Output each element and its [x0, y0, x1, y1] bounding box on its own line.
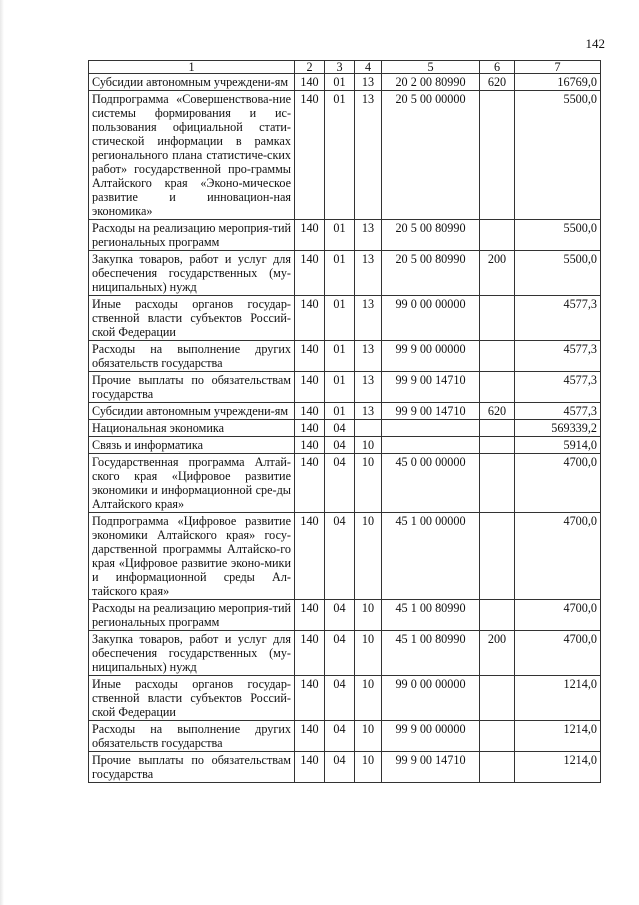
expense-type-cell [480, 721, 515, 752]
section-cell: 01 [325, 341, 355, 372]
expense-type-cell [480, 437, 515, 454]
table-row [89, 372, 601, 403]
admin-code-cell: 140 [295, 251, 325, 296]
subsection-cell: 13 [355, 74, 382, 91]
scan-edge-shadow [0, 0, 4, 905]
table-row [89, 631, 601, 676]
table-header-row [89, 61, 601, 74]
expense-type-cell: 200 [480, 631, 515, 676]
subsection-cell: 10 [355, 631, 382, 676]
row-name-cell: Прочие выплаты по обязательствам государства [89, 752, 295, 783]
target-item-cell [382, 420, 480, 437]
row-name-cell: Субсидии автономным учреждени-ям [89, 74, 295, 91]
section-cell: 04 [325, 437, 355, 454]
subsection-cell: 13 [355, 296, 382, 341]
target-item-cell: 45 0 00 00000 [382, 454, 480, 513]
expense-type-cell [480, 220, 515, 251]
target-item-cell [382, 437, 480, 454]
target-item-cell: 99 9 00 14710 [382, 372, 480, 403]
admin-code-cell: 140 [295, 74, 325, 91]
amount-cell: 4577,3 [515, 403, 601, 420]
target-item-cell: 20 5 00 80990 [382, 220, 480, 251]
admin-code-cell: 140 [295, 372, 325, 403]
expense-type-cell [480, 676, 515, 721]
table-row [89, 251, 601, 296]
admin-code-cell: 140 [295, 220, 325, 251]
budget-table [88, 60, 601, 783]
section-cell: 04 [325, 600, 355, 631]
row-name-cell: Расходы на реализацию мероприя-тий региональных программ [89, 220, 295, 251]
section-cell: 04 [325, 721, 355, 752]
row-name-cell: Прочие выплаты по обязательствам государства [89, 372, 295, 403]
target-item-cell: 99 0 00 00000 [382, 676, 480, 721]
row-name-cell: Подпрограмма «Цифровое развитие экономики Алтайского края» госу-дарственной программы Алтайско-го края «Цифровое развитие эконо-мики и информационной среды Ал-тайского края» [89, 513, 295, 600]
amount-cell: 1214,0 [515, 676, 601, 721]
table-row [89, 220, 601, 251]
subsection-cell: 13 [355, 91, 382, 220]
admin-code-cell: 140 [295, 676, 325, 721]
subsection-cell: 10 [355, 721, 382, 752]
admin-code-cell: 140 [295, 403, 325, 420]
admin-code-cell: 140 [295, 437, 325, 454]
row-name-cell: Подпрограмма «Совершенствова-ние системы формирования и ис-пользования официальной стати-стической информации в рамках регионального плана статистиче-ских работ» государственной про-граммы Алтайского края «Эконо-мическое развитие и инновацион-ная экономика» [89, 91, 295, 220]
row-name-cell: Субсидии автономным учреждени-ям [89, 403, 295, 420]
target-item-cell: 20 5 00 00000 [382, 91, 480, 220]
amount-cell: 4577,3 [515, 296, 601, 341]
expense-type-cell [480, 513, 515, 600]
amount-cell: 5500,0 [515, 220, 601, 251]
row-name-cell: Расходы на выполнение других обязательств государства [89, 341, 295, 372]
target-item-cell: 45 1 00 80990 [382, 600, 480, 631]
expense-type-cell [480, 296, 515, 341]
target-item-cell: 99 9 00 00000 [382, 721, 480, 752]
section-cell: 01 [325, 74, 355, 91]
expense-type-cell [480, 600, 515, 631]
admin-code-cell: 140 [295, 454, 325, 513]
section-cell: 04 [325, 676, 355, 721]
amount-cell: 569339,2 [515, 420, 601, 437]
section-cell: 01 [325, 220, 355, 251]
section-cell: 01 [325, 251, 355, 296]
expense-type-cell: 200 [480, 251, 515, 296]
section-cell: 04 [325, 454, 355, 513]
row-name-cell: Иные расходы органов государ-ственной власти субъектов Россий-ской Федерации [89, 296, 295, 341]
amount-cell: 5500,0 [515, 91, 601, 220]
amount-cell: 5500,0 [515, 251, 601, 296]
table-row [89, 403, 601, 420]
admin-code-cell: 140 [295, 631, 325, 676]
row-name-cell: Расходы на выполнение других обязательств государства [89, 721, 295, 752]
admin-code-cell: 140 [295, 420, 325, 437]
amount-cell: 4577,3 [515, 341, 601, 372]
row-name-cell: Закупка товаров, работ и услуг для обеспечения государственных (му-ниципальных) нужд [89, 631, 295, 676]
row-name-cell: Государственная программа Алтай-ского края «Цифровое развитие экономики и информационной сре-ды Алтайского края» [89, 454, 295, 513]
table-row [89, 454, 601, 513]
header-cell: 1 [89, 61, 295, 74]
target-item-cell: 45 1 00 00000 [382, 513, 480, 600]
expense-type-cell [480, 372, 515, 403]
amount-cell: 4577,3 [515, 372, 601, 403]
section-cell: 01 [325, 403, 355, 420]
target-item-cell: 99 9 00 14710 [382, 403, 480, 420]
expense-type-cell: 620 [480, 74, 515, 91]
expense-type-cell [480, 420, 515, 437]
budget-table-body [89, 61, 601, 783]
row-name-cell: Иные расходы органов государ-ственной власти субъектов Россий-ской Федерации [89, 676, 295, 721]
subsection-cell: 13 [355, 403, 382, 420]
row-name-cell: Расходы на реализацию мероприя-тий региональных программ [89, 600, 295, 631]
amount-cell: 1214,0 [515, 752, 601, 783]
amount-cell: 4700,0 [515, 631, 601, 676]
header-cell: 5 [382, 61, 480, 74]
amount-cell: 5914,0 [515, 437, 601, 454]
target-item-cell: 45 1 00 80990 [382, 631, 480, 676]
row-name-cell: Связь и информатика [89, 437, 295, 454]
subsection-cell: 10 [355, 437, 382, 454]
section-cell: 04 [325, 513, 355, 600]
subsection-cell: 13 [355, 220, 382, 251]
admin-code-cell: 140 [295, 513, 325, 600]
expense-type-cell [480, 91, 515, 220]
section-cell: 04 [325, 752, 355, 783]
amount-cell: 1214,0 [515, 721, 601, 752]
subsection-cell: 10 [355, 676, 382, 721]
table-row [89, 296, 601, 341]
expense-type-cell [480, 454, 515, 513]
table-row [89, 437, 601, 454]
expense-type-cell [480, 341, 515, 372]
row-name-cell: Закупка товаров, работ и услуг для обеспечения государственных (му-ниципальных) нужд [89, 251, 295, 296]
subsection-cell: 10 [355, 513, 382, 600]
table-row [89, 420, 601, 437]
header-cell: 2 [295, 61, 325, 74]
target-item-cell: 20 2 00 80990 [382, 74, 480, 91]
expense-type-cell: 620 [480, 403, 515, 420]
target-item-cell: 99 9 00 14710 [382, 752, 480, 783]
amount-cell: 4700,0 [515, 454, 601, 513]
table-row [89, 676, 601, 721]
admin-code-cell: 140 [295, 600, 325, 631]
header-cell: 3 [325, 61, 355, 74]
subsection-cell: 13 [355, 341, 382, 372]
section-cell: 04 [325, 420, 355, 437]
section-cell: 01 [325, 296, 355, 341]
target-item-cell: 20 5 00 80990 [382, 251, 480, 296]
section-cell: 04 [325, 631, 355, 676]
subsection-cell: 13 [355, 251, 382, 296]
section-cell: 01 [325, 372, 355, 403]
table-row [89, 600, 601, 631]
admin-code-cell: 140 [295, 752, 325, 783]
subsection-cell: 10 [355, 600, 382, 631]
header-cell: 6 [480, 61, 515, 74]
table-row [89, 752, 601, 783]
expense-type-cell [480, 752, 515, 783]
section-cell: 01 [325, 91, 355, 220]
subsection-cell [355, 420, 382, 437]
table-row [89, 721, 601, 752]
admin-code-cell: 140 [295, 341, 325, 372]
subsection-cell: 10 [355, 454, 382, 513]
subsection-cell: 10 [355, 752, 382, 783]
admin-code-cell: 140 [295, 296, 325, 341]
header-cell: 4 [355, 61, 382, 74]
row-name-cell: Национальная экономика [89, 420, 295, 437]
admin-code-cell: 140 [295, 91, 325, 220]
amount-cell: 4700,0 [515, 600, 601, 631]
table-row [89, 341, 601, 372]
amount-cell: 4700,0 [515, 513, 601, 600]
admin-code-cell: 140 [295, 721, 325, 752]
subsection-cell: 13 [355, 372, 382, 403]
table-row [89, 513, 601, 600]
target-item-cell: 99 9 00 00000 [382, 341, 480, 372]
header-cell: 7 [515, 61, 601, 74]
amount-cell: 16769,0 [515, 74, 601, 91]
page-number: 142 [585, 36, 605, 51]
table-row [89, 74, 601, 91]
target-item-cell: 99 0 00 00000 [382, 296, 480, 341]
table-row [89, 91, 601, 220]
